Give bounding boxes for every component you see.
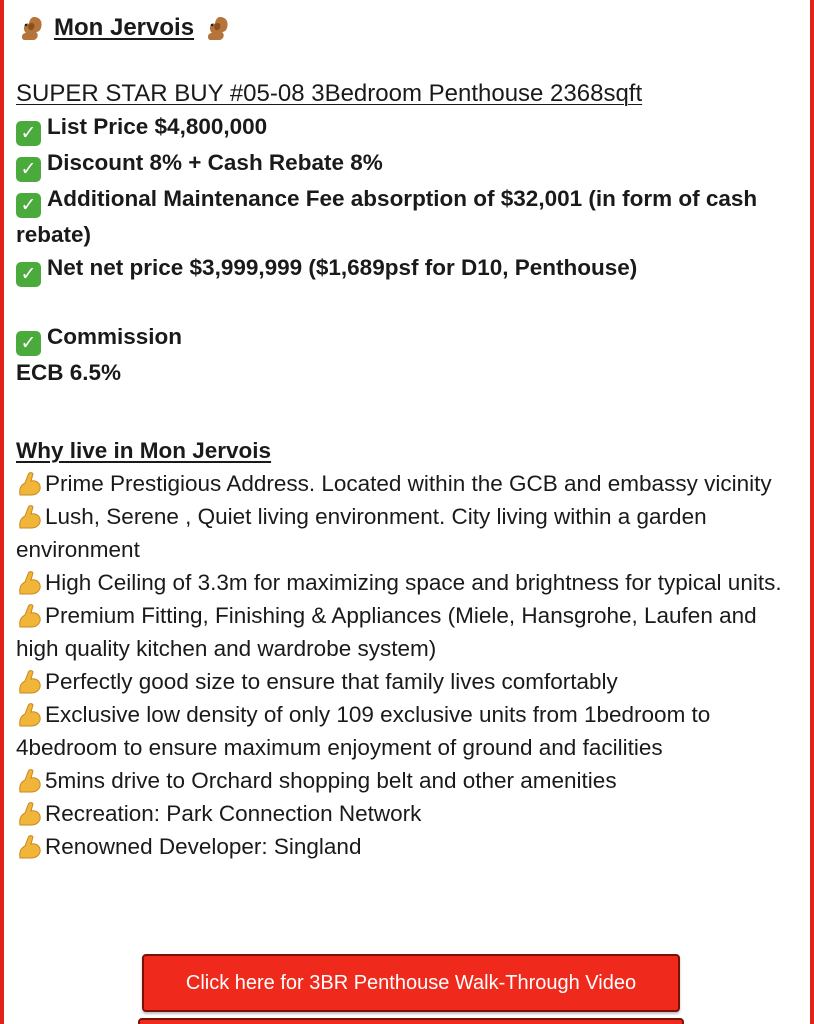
why-heading: Why live in Mon Jervois bbox=[16, 438, 272, 463]
feature-item: Perfectly good size to ensure that family lives comfortably bbox=[16, 665, 806, 698]
flexed-biceps-icon bbox=[16, 601, 42, 629]
point-discount: ✓ Discount 8% + Cash Rebate 8% bbox=[16, 146, 806, 182]
point-maintenance-fee: ✓ Additional Maintenance Fee absorption of $32,001 (in form of cash rebate) bbox=[16, 186, 758, 247]
spacer bbox=[16, 55, 806, 77]
feature-item: Prime Prestigious Address. Located within the GCB and embassy vicinity bbox=[16, 467, 776, 500]
walkthrough-video-button[interactable]: Click here for 3BR Penthouse Walk-Through Video bbox=[142, 954, 680, 1012]
flexed-biceps-icon bbox=[16, 469, 42, 497]
commission-value: ECB 6.5% bbox=[16, 360, 122, 385]
check-mark-icon: ✓ bbox=[16, 121, 41, 146]
flexed-biceps-icon bbox=[16, 700, 42, 728]
feature-item: High Ceiling of 3.3m for maximizing space and brightness for typical units. bbox=[16, 566, 801, 599]
page-title: Mon Jervois bbox=[54, 14, 195, 41]
spacer bbox=[16, 389, 806, 434]
point-list-price: ✓ List Price $4,800,000 bbox=[16, 110, 806, 146]
flexed-biceps-icon bbox=[16, 766, 42, 794]
flexed-biceps-icon bbox=[16, 799, 42, 827]
check-mark-icon: ✓ bbox=[16, 193, 41, 218]
page-title-row bbox=[16, 0, 806, 55]
check-mark-icon: ✓ bbox=[16, 331, 41, 356]
feature-item: Renowned Developer: Singland bbox=[16, 830, 806, 863]
feature-item: Premium Fitting, Finishing & Appliances (Miele, Hansgrohe, Laufen and high quality kitchen and wardrobe system) bbox=[16, 603, 757, 661]
feature-item: Lush, Serene , Quiet living environment. City living within a garden environment bbox=[16, 504, 707, 562]
check-mark-icon: ✓ bbox=[16, 262, 41, 287]
check-mark-icon: ✓ bbox=[16, 157, 41, 182]
commission-label: ✓ Commission bbox=[16, 320, 806, 356]
squirrel-icon bbox=[16, 13, 46, 43]
flexed-biceps-icon bbox=[16, 832, 42, 860]
flexed-biceps-icon bbox=[16, 568, 42, 596]
feature-item: 5mins drive to Orchard shopping belt and other amenities bbox=[16, 764, 806, 797]
flexed-biceps-icon bbox=[16, 502, 42, 530]
listing-headline: SUPER STAR BUY #05-08 3Bedroom Penthouse 2368sqft bbox=[16, 80, 643, 107]
next-cta-button[interactable] bbox=[138, 1018, 684, 1024]
listing-content bbox=[16, 0, 806, 863]
squirrel-icon bbox=[202, 13, 232, 43]
flexed-biceps-icon bbox=[16, 667, 42, 695]
feature-item: Recreation: Park Connection Network bbox=[16, 797, 806, 830]
spacer bbox=[16, 287, 806, 320]
feature-item: Exclusive low density of only 109 exclusive units from 1bedroom to 4bedroom to ensure maximum enjoyment of ground and facilities bbox=[16, 702, 711, 760]
point-net-price: ✓ Net net price $3,999,999 ($1,689psf for D10, Penthouse) bbox=[16, 251, 806, 287]
